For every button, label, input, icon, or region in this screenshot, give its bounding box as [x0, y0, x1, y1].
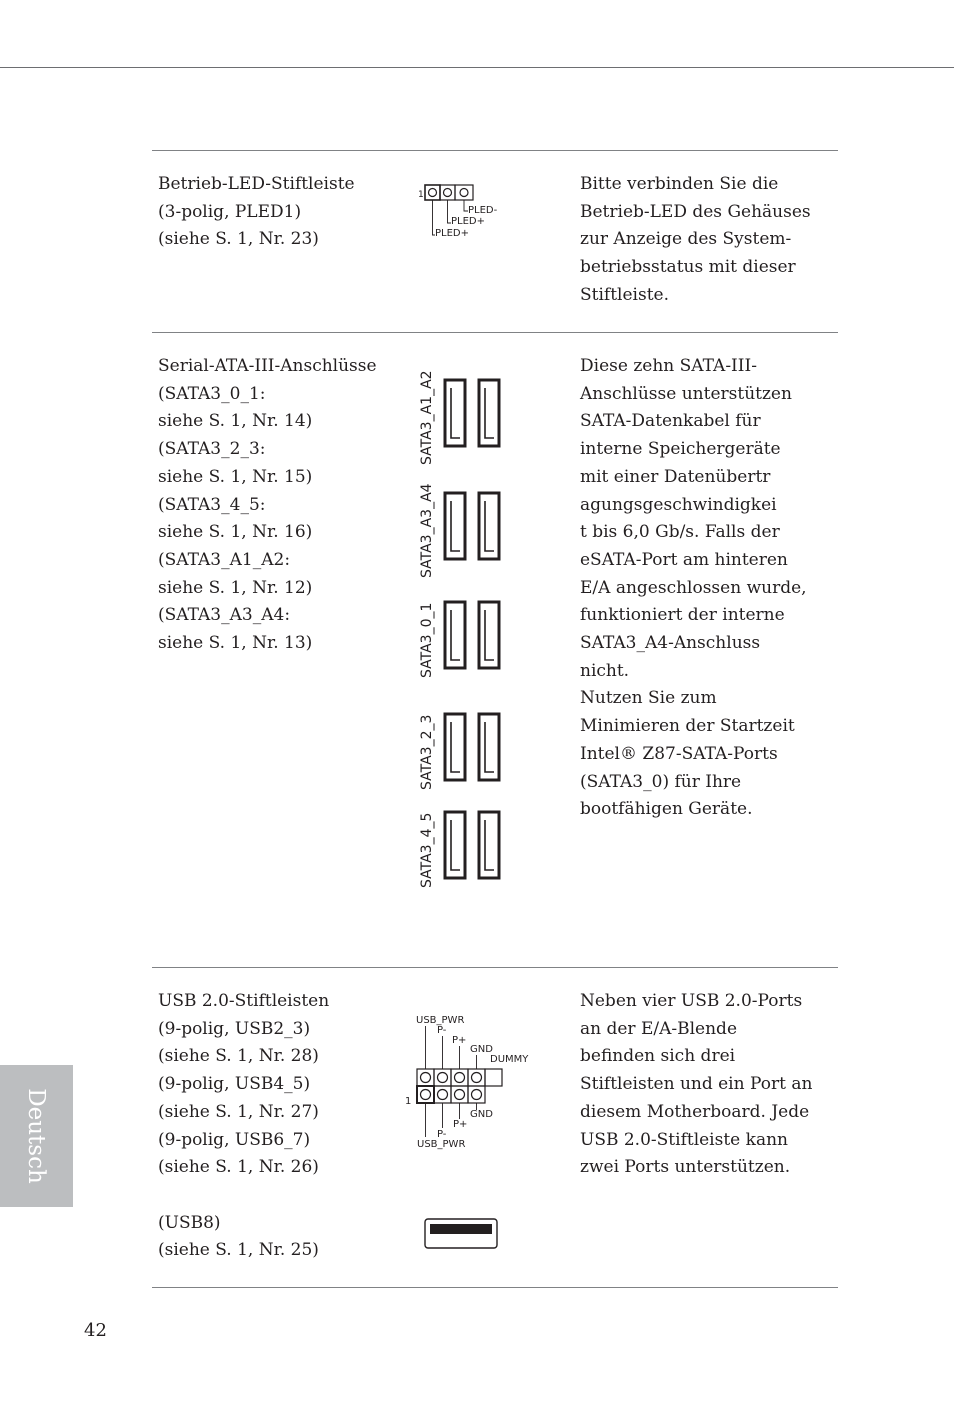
language-tab-label: Deutsch: [23, 1088, 49, 1184]
usb-label-p-plus-bottom: P+: [453, 1119, 468, 1130]
top-rule: [0, 67, 954, 68]
usb-label-usb-pwr-bottom: USB_PWR: [417, 1139, 466, 1150]
sata-description-left: Serial-ATA-III-Anschlüsse (SATA3_0_1: siehe S. 1, Nr. 14) (SATA3_2_3: siehe S. 1, Nr. 15) (SATA3_4_5: siehe S. 1, Nr. 16) (SATA3_A1_A2: siehe S. 1, Nr. 12) (SATA3_A3_A4: siehe S. 1, Nr. 13): [158, 356, 377, 654]
usb-label-gnd-bottom: GND: [470, 1109, 493, 1120]
section-divider: [152, 967, 838, 968]
usb-pin1-label: 1: [405, 1096, 412, 1107]
pled-header-diagram: [414, 180, 514, 240]
section-divider: [152, 332, 838, 333]
sata-connector-a1-a2: [445, 380, 499, 446]
sata-label-0-1: SATA3_0_1: [419, 602, 435, 678]
pled-pin-3: [455, 185, 473, 200]
sata-connector-0-1: [445, 602, 499, 668]
sata-label-a1-a2: SATA3_A1_A2: [419, 370, 435, 465]
pled-description-right: Bitte verbinden Sie die Betrieb-LED des Gehäuses zur Anzeige des System- betriebsstatus mit dieser Stiftleiste.: [580, 174, 811, 305]
usb-label-p-plus-top: P+: [452, 1035, 467, 1046]
pled-label-plus-2: PLED+: [435, 228, 469, 239]
section-divider: [152, 1287, 838, 1288]
usb8-port-diagram: [420, 1215, 504, 1255]
pled-pin1-label: 1: [418, 190, 424, 200]
usb-label-gnd-top: GND: [470, 1044, 493, 1055]
sata-label-2-3: SATA3_2_3: [419, 714, 435, 790]
pled-pin-1: [425, 185, 440, 200]
usb-description-left: USB 2.0-Stiftleisten (9-polig, USB2_3) (siehe S. 1, Nr. 28) (9-polig, USB4_5) (siehe S. 1, Nr. 27) (9-polig, USB6_7) (siehe S. 1, Nr. 26) (USB8) (siehe S. 1, Nr. 25): [158, 991, 330, 1261]
pled-label-plus-1: PLED+: [451, 216, 485, 227]
pled-description-left: Betrieb-LED-Stiftleiste (3-polig, PLED1) (siehe S. 1, Nr. 23): [158, 174, 355, 250]
sata-label-a3-a4: SATA3_A3_A4: [419, 483, 435, 578]
usb-pin-grid: [417, 1069, 502, 1103]
pled-pin-2: [440, 185, 455, 200]
sata-label-4-5: SATA3_4_5: [419, 812, 435, 888]
sata-connector-a3-a4: [445, 493, 499, 559]
usb-label-usb-pwr-top: USB_PWR: [416, 1015, 465, 1026]
sata-connectors-diagram: [410, 360, 520, 900]
usb-label-p-minus-top: P-: [437, 1025, 447, 1036]
sata-connector-4-5: [445, 812, 499, 878]
usb-label-dummy: DUMMY: [490, 1054, 529, 1065]
usb-label-p-minus-bottom: P-: [437, 1129, 447, 1140]
language-side-tab: [0, 1065, 73, 1207]
sata-description-right: Diese zehn SATA-III- Anschlüsse unterstützen SATA-Datenkabel für interne Speichergeräte mit einer Datenübertr agungsgeschwindigkei t bis 6,0 Gb/s. Falls der eSATA-Port am hinteren E/A angeschlossen wurde, funktioniert der interne SATA3_A4-Anschluss nicht. Nutzen Sie zum Minimieren der Startzeit Intel® Z87-SATA-Ports (SATA3_0) für Ihre bootfähigen Geräte.: [580, 356, 807, 820]
sata-connector-2-3: [445, 714, 499, 780]
section-divider: [152, 150, 838, 151]
usb-header-diagram: [400, 1010, 540, 1150]
page-number: 42: [84, 1320, 107, 1341]
usb-description-right: Neben vier USB 2.0-Ports an der E/A-Blende befinden sich drei Stiftleisten und ein Port an diesem Motherboard. Jede USB 2.0-Stiftleiste kann zwei Ports unterstützen.: [580, 991, 813, 1178]
pled-label-minus: PLED-: [468, 205, 498, 216]
